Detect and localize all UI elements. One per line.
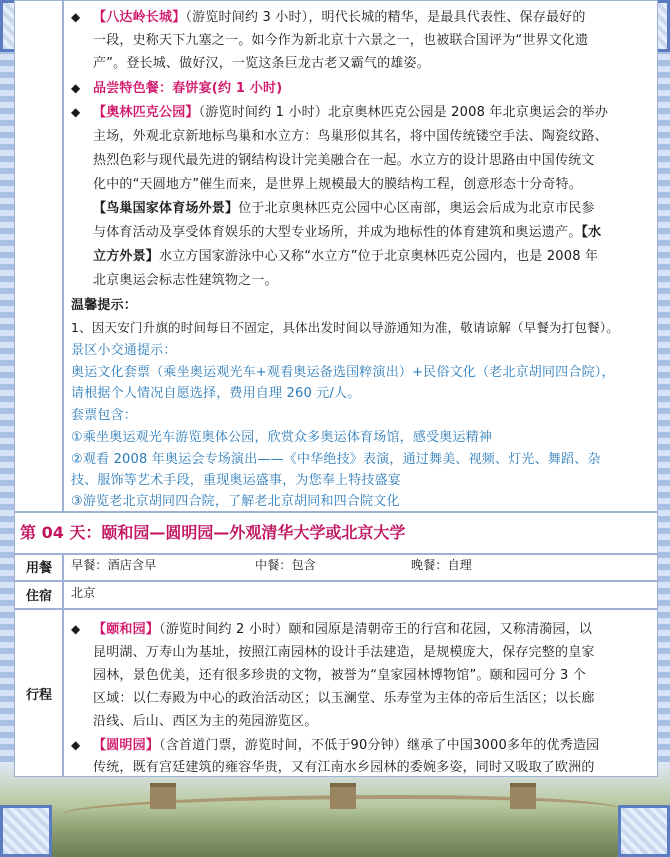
- olympic-line1: [93, 102, 608, 124]
- summer-palace-title: 【颐和园】: [93, 622, 160, 637]
- badaling-line2: 一段，史称天下九塞之一。如今作为新北京十六景之一，也被联合国评为“世界文化遗: [93, 33, 589, 48]
- hotel-value-cell: [63, 581, 658, 609]
- corner-ornament-bottom-right: [618, 805, 670, 857]
- birdnest-line2: [93, 222, 601, 244]
- package-item3: ③游览老北京胡同四合院，了解老北京胡同和四合院文化: [71, 494, 400, 509]
- watchtower: [330, 783, 356, 809]
- diamond-bullet-icon: ◆: [71, 622, 81, 636]
- olympic-line3: 热烈色彩与现代最先进的钢结构设计完美融合在一起。水立方的设计思路由中国传统文: [93, 153, 595, 168]
- summer-palace-line5: 沿线、后山、西区为主的苑园游览区。: [93, 714, 318, 729]
- olympic-text1: （游览时间约 1 小时）北京奥林匹克公园是 2008 年北京奥运会的举办: [198, 105, 609, 120]
- watercube-title-part2: 立方外景】: [93, 249, 160, 264]
- badaling-line1: [93, 7, 653, 29]
- old-summer-palace-line2: 传统，既有宫廷建筑的雍容华贵，又有江南水乡园林的委婉多姿，同时又吸取了欧洲的: [93, 760, 595, 775]
- diamond-bullet-icon: ◆: [71, 81, 81, 95]
- transport-title: 景区小交通提示：: [71, 343, 177, 358]
- olympic-line2: 主场，外观北京新地标鸟巢和水立方：鸟巢形似其名，将中国传统镂空手法、陶瓷纹路、: [93, 129, 608, 144]
- watercube-line1: [93, 246, 598, 268]
- meal-special: 品尝特色餐：春饼宴(约 1 小时): [93, 81, 283, 96]
- transport-text1: 奥运文化套票（乘坐奥运观光车+观看奥运备选国粹演出）+民俗文化（老北京胡同四合院），: [71, 365, 615, 380]
- birdnest-title: 【鸟巢国家体育场外景】: [93, 201, 239, 216]
- summer-palace-line3: 园林，景色优美，还有很多珍贵的文物，被誉为“皇家园林博物馆”。颐和园可分 3 个: [93, 668, 587, 683]
- old-summer-palace-text1: （含首道门票，游览时间，不低于90分钟）继承了中国3000多年的优秀造园: [159, 738, 600, 753]
- badaling-title: 【八达岭长城】: [93, 10, 186, 25]
- hotel-text: 北京: [71, 586, 96, 600]
- birdnest-text1: 位于北京奥林匹克公园中心区南部，奥运会后成为北京市民参: [238, 201, 595, 216]
- watercube-text1: 水立方国家游泳中心又称“水立方”位于北京奥林匹克公园内，也是 2008 年: [159, 249, 599, 264]
- meals-label: 用餐: [25, 561, 52, 576]
- corner-ornament-bottom-left: [0, 805, 52, 857]
- summer-palace-text1: （游览时间约 2 小时）颐和园原是清朝帝王的行宫和花园，又称清漪园，以: [159, 622, 593, 637]
- old-summer-palace-line1: [93, 735, 599, 757]
- itinerary-label: 行程: [25, 688, 52, 703]
- itinerary-sheet: [14, 0, 658, 776]
- watercube-title-part1: 【水: [581, 225, 602, 240]
- diamond-bullet-icon: ◆: [71, 105, 81, 119]
- package-item2b: 技、服饰等艺术手段，重现奥运盛事，为您奉上特技盛宴: [71, 473, 402, 488]
- diamond-bullet-icon: ◆: [71, 738, 81, 752]
- watchtower: [150, 783, 176, 809]
- olympic-title: 【奥林匹克公园】: [93, 105, 199, 120]
- summer-palace-line4: 区域：以仁寿殿为中心的政治活动区；以玉澜堂、乐寿堂为主体的帝后生活区；以长廊: [93, 691, 595, 706]
- summer-palace-line1: [93, 619, 592, 641]
- hotel-label: 住宿: [25, 589, 52, 604]
- transport-text2: 请根据个人情况自愿选择，费用自理 260 元/人。: [71, 386, 361, 401]
- watchtower: [510, 783, 536, 809]
- dinner-text: 晚餐：自理: [411, 558, 473, 572]
- watercube-line2: 北京奥运会标志性建筑物之一。: [93, 273, 278, 288]
- frame-left-border: [0, 0, 14, 857]
- day3-label-cell: [14, 0, 63, 512]
- birdnest-line1: [93, 198, 595, 220]
- badaling-line3: 产”。登长城、做好汉，一览这条巨龙古老又霸气的雄姿。: [93, 56, 430, 71]
- lunch-text: 中餐：包含: [255, 558, 317, 572]
- birdnest-text2: 与体育活动及享受体育娱乐的大型专业场所，并成为地标性的体育建筑和奥运遗产。: [93, 225, 582, 240]
- frame-right-border: [656, 0, 670, 857]
- package-title: 套票包含：: [71, 408, 138, 423]
- badaling-text1: （游览时间约 3 小时），明代长城的精华，是最具代表性、保存最好的: [185, 10, 586, 25]
- package-item2a: ②观看 2008 年奥运会专场演出——《中华绝技》表演，通过舞美、视频、灯光、舞蹈、杂: [71, 452, 601, 467]
- breakfast-text: 早餐：酒店含早: [71, 558, 157, 572]
- old-summer-palace-title: 【圆明园】: [93, 738, 160, 753]
- tips-title: 温馨提示：: [71, 298, 138, 313]
- package-item1: ①乘坐奥运观光车游览奥体公园，欣赏众多奥运体育场馆，感受奥运精神: [71, 430, 493, 445]
- tips-text: 1、因天安门升旗的时间每日不固定，具体出发时间以导游通知为准，敬请谅解（早餐为打包餐）。: [71, 320, 620, 335]
- olympic-line4: 化中的“天圆地方”催生而来，是世界上规模最大的膜结构工程，创意形态十分奇特。: [93, 177, 583, 192]
- summer-palace-line2: 昆明湖、万寿山为基址，按照江南园林的设计手法建造，是规模庞大，保存完整的皇家: [93, 645, 595, 660]
- diamond-bullet-icon: ◆: [71, 10, 81, 24]
- day4-title: 第 04 天：颐和园—圆明园—外观清华大学或北京大学: [20, 523, 406, 542]
